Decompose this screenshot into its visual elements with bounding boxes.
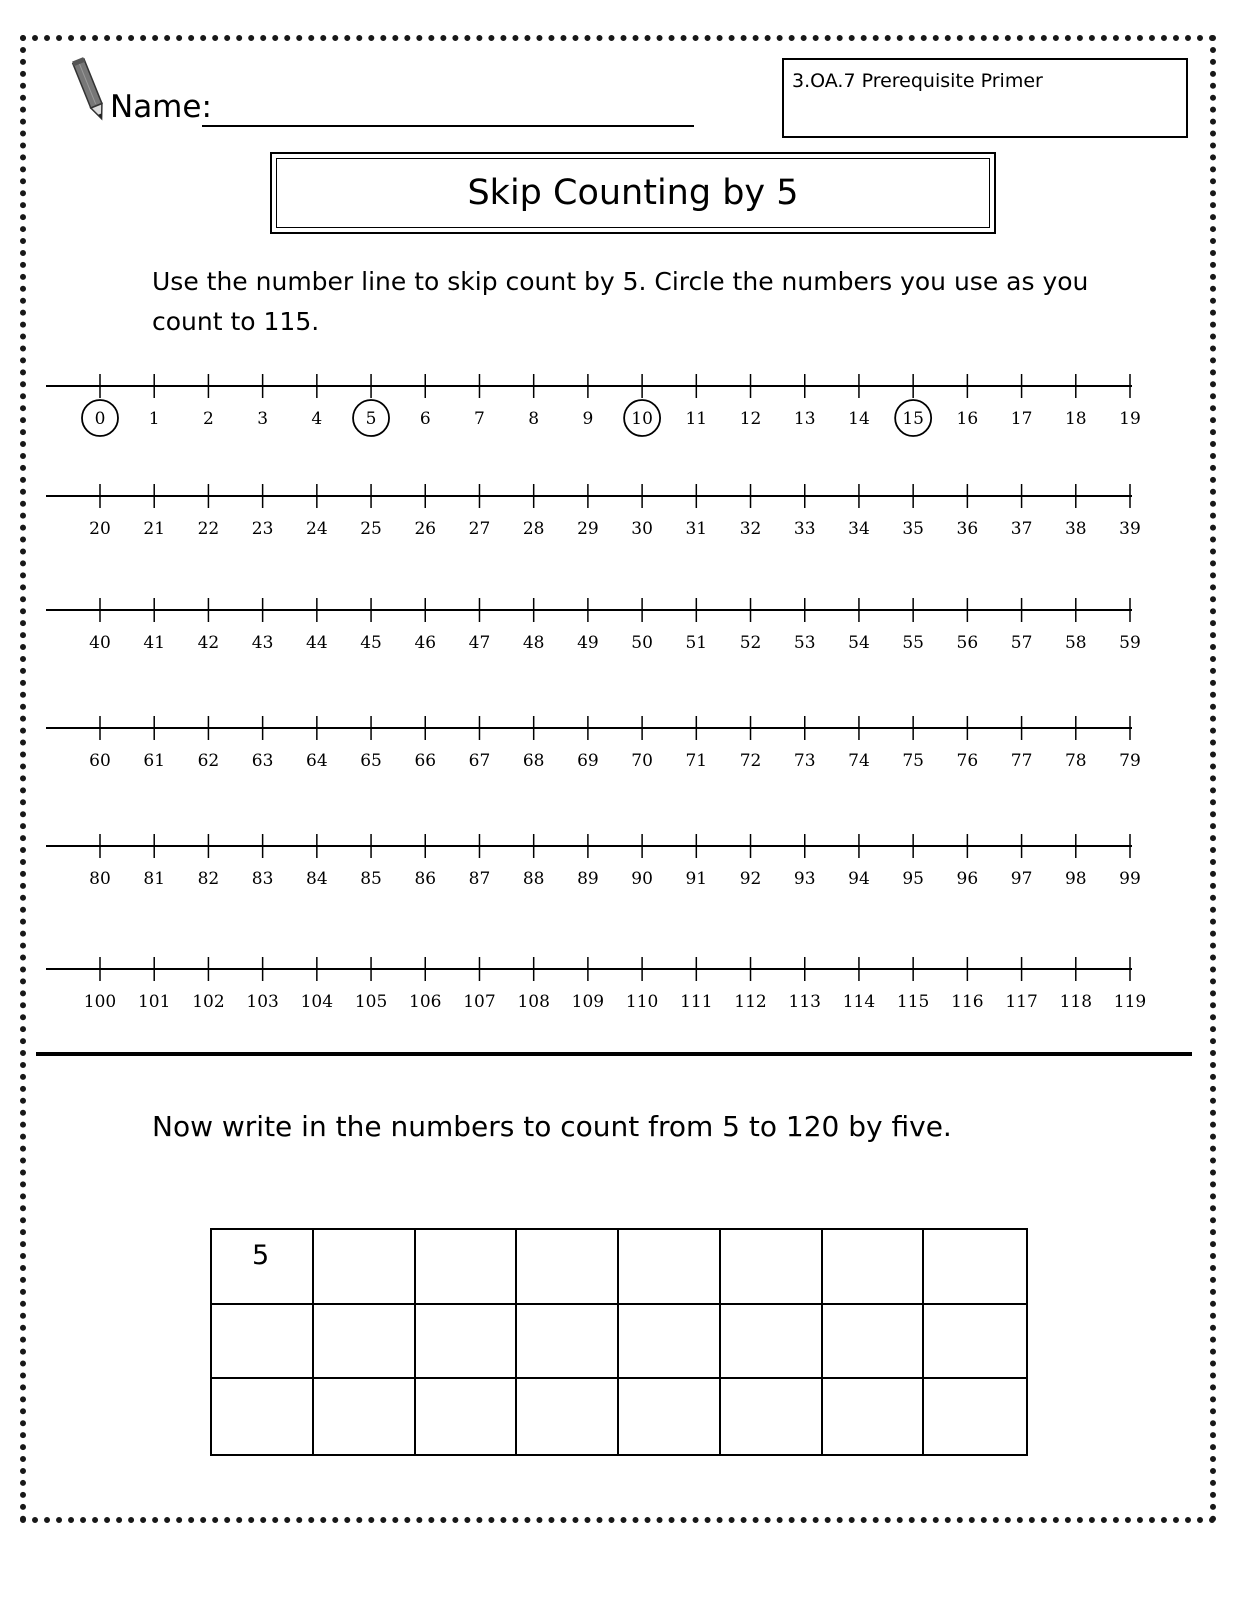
number-line-label[interactable]: 90 — [631, 869, 653, 889]
number-line-label[interactable]: 6 — [419, 409, 431, 429]
number-line-label[interactable]: 27 — [468, 519, 491, 539]
number-line-label[interactable]: 70 — [631, 751, 653, 771]
section-divider — [36, 1052, 1192, 1056]
number-line-label[interactable]: 42 — [197, 633, 220, 653]
number-line-label[interactable]: 63 — [251, 751, 274, 771]
number-line-label[interactable]: 8 — [528, 409, 540, 429]
number-line-label[interactable]: 39 — [1119, 519, 1141, 539]
answer-cell[interactable] — [314, 1379, 416, 1454]
number-line-label[interactable]: 12 — [739, 409, 762, 429]
number-line-label[interactable]: 57 — [1010, 633, 1033, 653]
number-line-row — [46, 716, 1141, 771]
number-line-label[interactable]: 20 — [89, 519, 111, 539]
number-line-label[interactable]: 94 — [848, 869, 870, 889]
number-line-label[interactable]: 13 — [793, 409, 816, 429]
number-line-label[interactable]: 4 — [311, 409, 323, 429]
number-line-row — [46, 834, 1141, 889]
number-line-label[interactable]: 109 — [571, 992, 605, 1012]
number-line-label[interactable]: 69 — [577, 751, 599, 771]
number-line-label[interactable]: 66 — [414, 751, 437, 771]
answer-cell[interactable] — [924, 1379, 1026, 1454]
number-line-label[interactable]: 106 — [409, 992, 442, 1012]
number-line-label[interactable]: 10 — [631, 409, 653, 429]
number-line-label[interactable]: 21 — [143, 519, 166, 539]
number-line-label[interactable]: 17 — [1010, 409, 1033, 429]
number-line-label[interactable]: 92 — [739, 869, 762, 889]
number-line-label[interactable]: 7 — [474, 409, 485, 429]
number-line-label[interactable]: 30 — [631, 519, 653, 539]
number-line-label[interactable]: 112 — [734, 992, 767, 1012]
answer-cell[interactable] — [823, 1305, 925, 1380]
number-line-label[interactable]: 19 — [1119, 409, 1141, 429]
answer-cell[interactable] — [212, 1379, 314, 1454]
number-line-label[interactable]: 93 — [793, 869, 816, 889]
answer-cell[interactable] — [823, 1379, 925, 1454]
number-line-label[interactable]: 33 — [793, 519, 816, 539]
number-line-label[interactable]: 80 — [89, 869, 111, 889]
standard-label: 3.OA.7 Prerequisite Primer — [792, 70, 1043, 92]
number-line-label[interactable]: 0 — [94, 409, 106, 429]
number-line-label[interactable]: 65 — [360, 751, 382, 771]
number-line-label[interactable]: 81 — [143, 869, 166, 889]
number-line-label[interactable]: 73 — [793, 751, 816, 771]
number-line-label[interactable]: 50 — [631, 633, 653, 653]
answer-cell[interactable] — [517, 1379, 619, 1454]
number-line-label[interactable]: 40 — [89, 633, 111, 653]
number-line-label[interactable]: 9 — [582, 409, 594, 429]
number-line-label[interactable]: 18 — [1064, 409, 1087, 429]
answer-cell[interactable] — [314, 1305, 416, 1380]
answer-grid — [210, 1228, 1028, 1456]
number-line-label[interactable]: 68 — [522, 751, 545, 771]
number-line-label[interactable]: 100 — [83, 992, 117, 1012]
number-line-label[interactable]: 75 — [902, 751, 924, 771]
number-line-label[interactable]: 88 — [522, 869, 545, 889]
number-line-label[interactable]: 2 — [203, 409, 214, 429]
number-line-label[interactable]: 28 — [522, 519, 545, 539]
number-line-label[interactable]: 114 — [842, 992, 876, 1012]
name-label: Name: — [110, 89, 212, 125]
number-line-label[interactable]: 98 — [1064, 869, 1087, 889]
number-line-label[interactable]: 76 — [956, 751, 979, 771]
page-title: Skip Counting by 5 — [467, 173, 799, 213]
number-line-label[interactable]: 41 — [143, 633, 166, 653]
answer-cell[interactable]: 5 — [212, 1230, 314, 1305]
number-line-row — [46, 957, 1146, 1012]
answer-cell[interactable] — [416, 1379, 518, 1454]
number-line-label[interactable]: 71 — [685, 751, 708, 771]
number-line-label[interactable]: 22 — [197, 519, 220, 539]
number-line-label[interactable]: 74 — [848, 751, 870, 771]
answer-cell[interactable] — [721, 1379, 823, 1454]
number-line-label[interactable]: 102 — [192, 992, 225, 1012]
number-line-label[interactable]: 72 — [739, 751, 762, 771]
number-line-label[interactable]: 11 — [685, 409, 708, 429]
answer-cell[interactable] — [416, 1230, 518, 1305]
number-line-label[interactable]: 119 — [1113, 992, 1147, 1012]
number-line-label[interactable]: 62 — [197, 751, 220, 771]
number-line-label[interactable]: 23 — [251, 519, 274, 539]
answer-cell[interactable] — [619, 1305, 721, 1380]
number-line-label[interactable]: 108 — [517, 992, 550, 1012]
number-line-label[interactable]: 56 — [956, 633, 979, 653]
number-line-label[interactable]: 1 — [148, 409, 160, 429]
number-line-label[interactable]: 89 — [577, 869, 599, 889]
number-line-label[interactable]: 118 — [1059, 992, 1093, 1012]
answer-cell[interactable] — [619, 1230, 721, 1305]
number-line-label[interactable]: 99 — [1119, 869, 1141, 889]
number-line-label[interactable]: 107 — [463, 992, 496, 1012]
answer-cell[interactable] — [619, 1379, 721, 1454]
number-line-label[interactable]: 38 — [1064, 519, 1087, 539]
number-line-label[interactable]: 47 — [468, 633, 491, 653]
answer-cell[interactable] — [823, 1230, 925, 1305]
answer-cell[interactable] — [924, 1230, 1026, 1305]
number-line-label[interactable]: 97 — [1010, 869, 1033, 889]
number-line-label[interactable]: 55 — [902, 633, 924, 653]
number-line-label[interactable]: 117 — [1005, 992, 1038, 1012]
number-line-label[interactable]: 79 — [1119, 751, 1141, 771]
number-line-label[interactable]: 95 — [902, 869, 924, 889]
number-line-label[interactable]: 82 — [197, 869, 220, 889]
number-line-label[interactable]: 60 — [89, 751, 111, 771]
answer-cell[interactable] — [721, 1230, 823, 1305]
number-line-label[interactable]: 53 — [793, 633, 816, 653]
number-line-label[interactable]: 84 — [306, 869, 328, 889]
number-line-label[interactable]: 87 — [468, 869, 491, 889]
number-line-label[interactable]: 96 — [956, 869, 979, 889]
number-line-label[interactable]: 86 — [414, 869, 437, 889]
number-line-label[interactable]: 36 — [956, 519, 979, 539]
answer-cell[interactable] — [416, 1305, 518, 1380]
number-line-label[interactable]: 104 — [300, 992, 334, 1012]
number-line-label[interactable]: 32 — [739, 519, 762, 539]
number-line-label[interactable]: 34 — [848, 519, 870, 539]
number-line-label[interactable]: 116 — [951, 992, 984, 1012]
number-line-label[interactable]: 16 — [956, 409, 979, 429]
number-line-label[interactable]: 14 — [848, 409, 870, 429]
number-line-label[interactable]: 115 — [896, 992, 930, 1012]
number-line-label[interactable]: 35 — [902, 519, 924, 539]
number-line-label[interactable]: 3 — [257, 409, 269, 429]
number-line-row — [46, 484, 1141, 539]
number-line-label[interactable]: 110 — [625, 992, 659, 1012]
number-line-row — [46, 374, 1141, 436]
number-line-label[interactable]: 48 — [522, 633, 545, 653]
number-line-label[interactable]: 111 — [680, 992, 713, 1012]
number-line-label[interactable]: 67 — [468, 751, 491, 771]
number-line-label[interactable]: 85 — [360, 869, 382, 889]
number-line-label[interactable]: 25 — [360, 519, 382, 539]
number-line-label[interactable]: 91 — [685, 869, 708, 889]
number-line-label[interactable]: 26 — [414, 519, 437, 539]
number-line-label[interactable]: 49 — [577, 633, 599, 653]
number-line-label[interactable]: 29 — [577, 519, 599, 539]
answer-cell[interactable] — [924, 1305, 1026, 1380]
answer-cell[interactable] — [517, 1230, 619, 1305]
number-line-label[interactable]: 45 — [360, 633, 382, 653]
number-line-label[interactable]: 105 — [354, 992, 388, 1012]
number-line-label[interactable]: 31 — [685, 519, 708, 539]
number-line-label[interactable]: 54 — [848, 633, 870, 653]
number-line-label[interactable]: 37 — [1010, 519, 1033, 539]
number-line-label[interactable]: 52 — [739, 633, 762, 653]
number-line-label[interactable]: 77 — [1010, 751, 1033, 771]
answer-cell[interactable] — [212, 1305, 314, 1380]
answer-cell[interactable] — [517, 1305, 619, 1380]
write-instructions: Now write in the numbers to count from 5 to 120 by five. — [152, 1110, 952, 1143]
number-line-label[interactable]: 44 — [306, 633, 328, 653]
number-line-label[interactable]: 61 — [143, 751, 166, 771]
number-line-label[interactable]: 78 — [1064, 751, 1087, 771]
number-line-label[interactable]: 83 — [251, 869, 274, 889]
number-line-row — [46, 598, 1141, 653]
instructions-text: Use the number line to skip count by 5. Circle the numbers you use as you count to 115. — [152, 267, 1089, 336]
number-line-label[interactable]: 46 — [414, 633, 437, 653]
number-line-label[interactable]: 15 — [902, 409, 924, 429]
number-line-label[interactable]: 58 — [1064, 633, 1087, 653]
number-line-label[interactable]: 24 — [306, 519, 328, 539]
number-line-label[interactable]: 5 — [365, 409, 377, 429]
number-line-label[interactable]: 59 — [1119, 633, 1141, 653]
number-line-label[interactable]: 103 — [246, 992, 279, 1012]
number-line-label[interactable]: 113 — [788, 992, 821, 1012]
number-line-label[interactable]: 64 — [306, 751, 328, 771]
answer-cell[interactable] — [314, 1230, 416, 1305]
answer-cell[interactable] — [721, 1305, 823, 1380]
number-line-label[interactable]: 51 — [685, 633, 708, 653]
number-line-label[interactable]: 43 — [251, 633, 274, 653]
number-line-label[interactable]: 101 — [137, 992, 171, 1012]
